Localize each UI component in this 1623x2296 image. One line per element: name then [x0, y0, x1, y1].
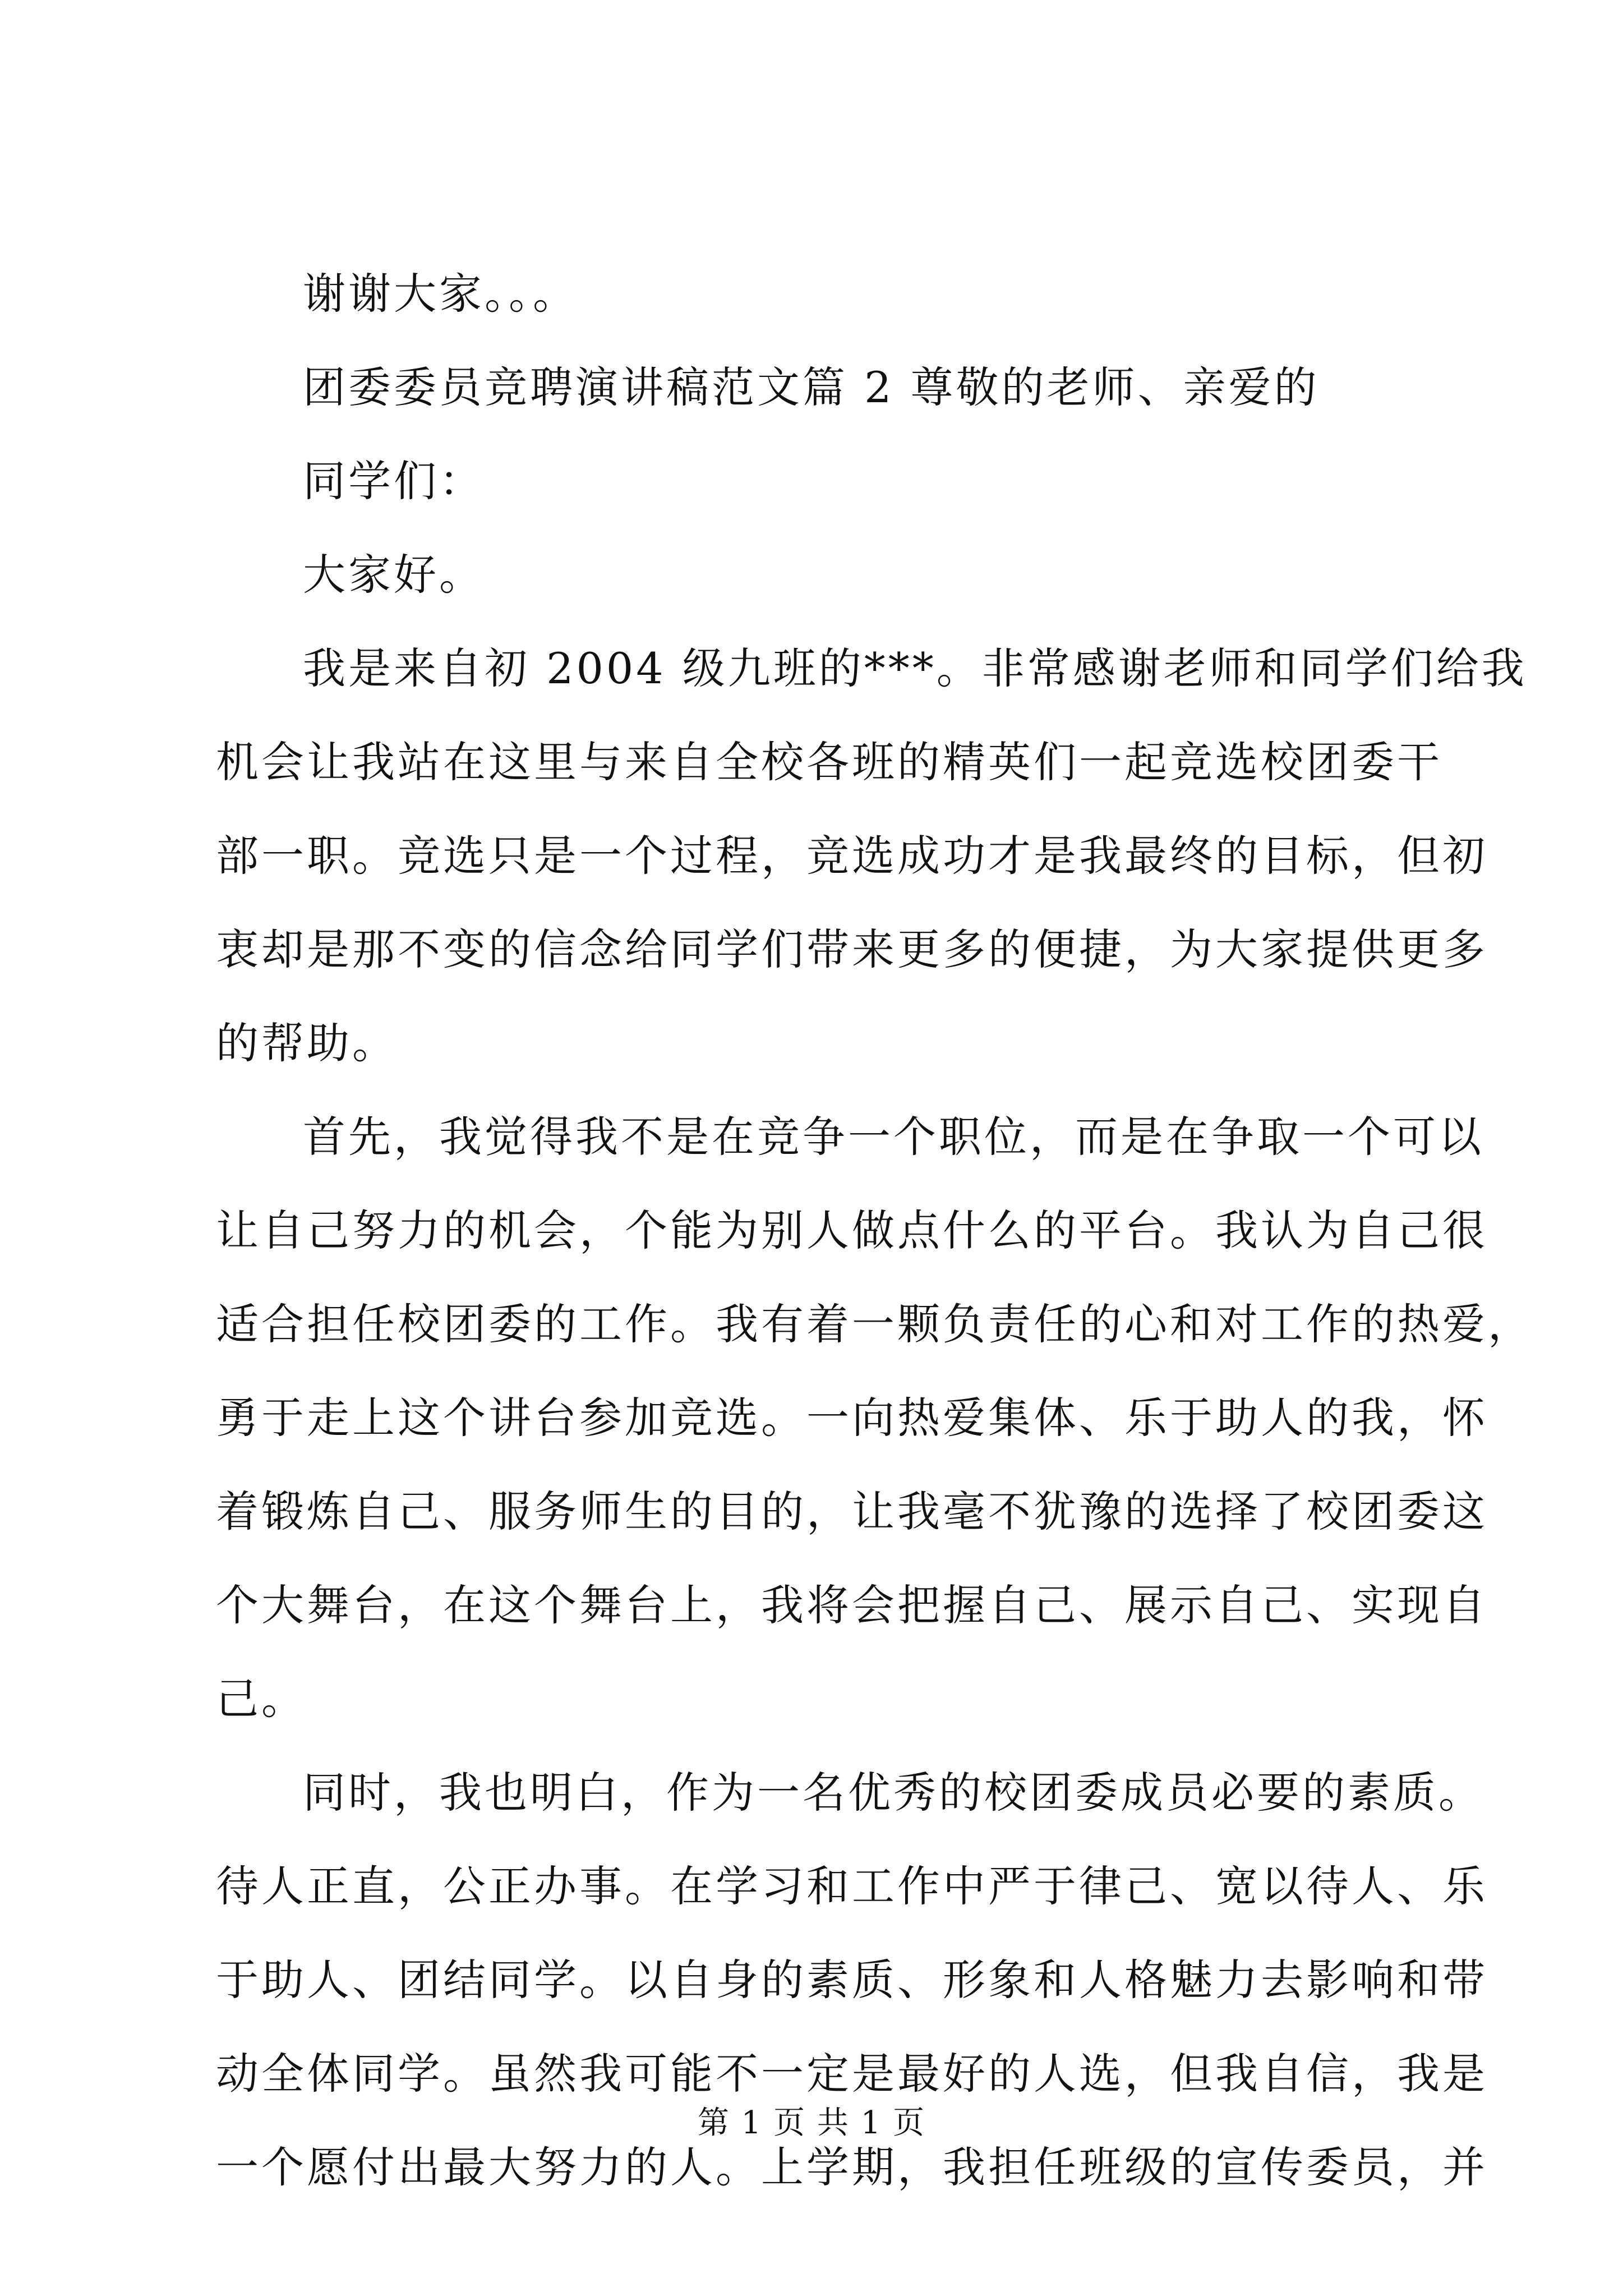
text-line: 我是来自初 2004 级九班的***。非常感谢老师和同学们给我 [303, 643, 1527, 693]
text-line: 部一职。竞选只是一个过程，竞选成功才是我最终的目标，但初 [216, 831, 1488, 881]
text-line: 于助人、团结同学。以自身的素质、形象和人格魅力去影响和带 [216, 1955, 1488, 2005]
text-line: 首先，我觉得我不是在竞争一个职位，而是在争取一个可以 [303, 1112, 1484, 1162]
text-line: 动全体同学。虽然我可能不一定是最好的人选，但我自信，我是 [216, 2049, 1488, 2099]
text-line: 勇于走上这个讲台参加竞选。一向热爱集体、乐于助人的我，怀 [216, 1393, 1488, 1443]
page-footer: 第 1 页 共 1 页 [697, 2105, 926, 2141]
text-line: 适合担任校团委的工作。我有着一颗负责任的心和对工作的热爱， [216, 1299, 1533, 1349]
text-line: 让自己努力的机会，个能为别人做点什么的平台。我认为自己很 [216, 1205, 1488, 1255]
text-line: 一个愿付出最大努力的人。上学期，我担任班级的宣传委员，并 [216, 2142, 1488, 2192]
text-line: 待人正直，公正办事。在学习和工作中严于律己、宽以待人、乐 [216, 1861, 1488, 1911]
text-line: 的帮助。 [216, 1018, 398, 1068]
text-line: 同学们： [303, 456, 485, 506]
text-line: 衷却是那不变的信念给同学们带来更多的便捷，为大家提供更多 [216, 924, 1488, 974]
text-line: 着锻炼自己、服务师生的目的，让我毫不犹豫的选择了校团委这 [216, 1487, 1488, 1536]
text-line: 同时，我也明白，作为一名优秀的校团委成员必要的素质。 [303, 1768, 1484, 1818]
text-line: 机会让我站在这里与来自全校各班的精英们一起竞选校团委干 [216, 737, 1442, 787]
text-line: 团委委员竞聘演讲稿范文篇 2 尊敬的老师、亲爱的 [303, 362, 1320, 412]
text-line: 己。 [216, 1674, 307, 1724]
text-line: 大家好。 [303, 550, 485, 600]
text-line: 谢谢大家。。。 [303, 269, 578, 319]
body-text [216, 247, 1533, 2214]
text-line: 个大舞台，在这个舞台上，我将会把握自己、展示自己、实现自 [216, 1580, 1488, 1630]
